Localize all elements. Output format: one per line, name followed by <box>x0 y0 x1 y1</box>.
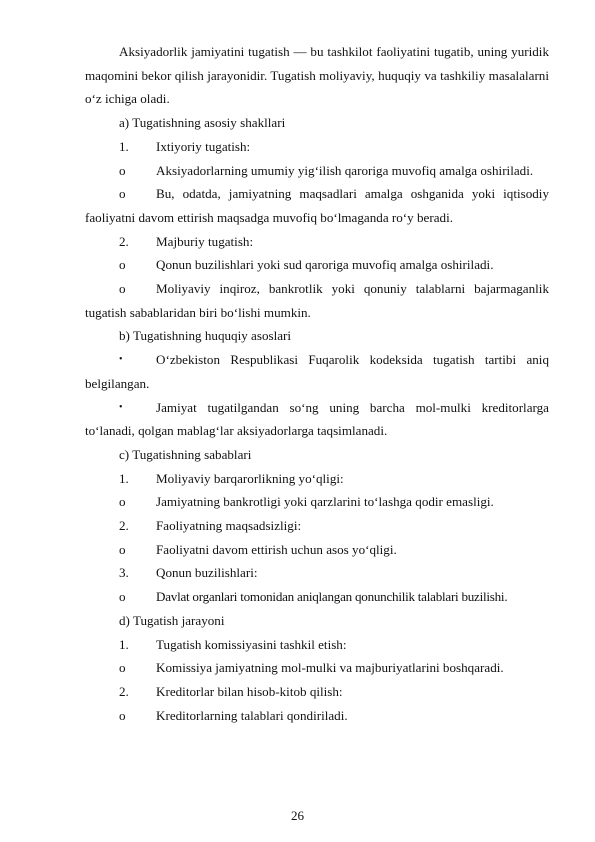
list-item-text: Bu, odatda, jamiyatning maqsadlari amalga oshganida yoki iqtisodiy faoliyatni davom ettirish maqsadga muvofiq bo‘lmaganda ro‘y beradi. <box>85 186 549 225</box>
dot-bullet: • <box>119 401 123 413</box>
list-item-text: Aksiyadorlarning umumiy yig‘ilish qaroriga muvofiq amalga oshiriladi. <box>156 162 534 178</box>
section-a-heading: a) Tugatishning asosiy shakllari <box>119 115 286 131</box>
list-item-text: Faoliyatning maqsadsizligi: <box>156 518 302 534</box>
intro-paragraph: Aksiyadorlik jamiyatini tugatish — bu tashkilot faoliyatini tugatib, uning yuridik maqomini bekor qilish jarayonidir. Tugatish moliyaviy, huquqiy va tashkiliy masalalarni o‘z ichiga oladi. <box>85 44 549 107</box>
list-item-text: Majburiy tugatish: <box>156 233 254 249</box>
dot-bullet: • <box>119 354 123 366</box>
circle-bullet: o <box>119 494 126 510</box>
list-item-text: Kreditorlar bilan hisob-kitob qilish: <box>156 683 343 699</box>
list-item <box>85 656 549 680</box>
list-item-text: Ixtiyoriy tugatish: <box>156 138 251 154</box>
list-item-text: Faoliyatni davom ettirish uchun asos yo‘qligi. <box>156 541 397 557</box>
circle-bullet: o <box>119 162 126 178</box>
list-item <box>85 253 549 277</box>
list-item <box>85 396 549 443</box>
list-item <box>85 348 549 395</box>
page-number: 26 <box>290 808 305 823</box>
list-item <box>85 538 549 562</box>
list-item <box>85 680 549 704</box>
section-c-heading: c) Tugatishning sabablari <box>119 446 252 462</box>
list-item-text: Qonun buzilishlari yoki sud qaroriga muvofiq amalga oshiriladi. <box>156 257 494 273</box>
list-item-text: Jamiyat tugatilgandan so‘ng uning barcha mol-mulki kreditorlarga to‘lanadi, qolgan mablag‘lar aksiyadorlarga taqsimlanadi. <box>85 399 549 439</box>
section-d-heading: d) Tugatish jarayoni <box>119 612 225 628</box>
circle-bullet: o <box>119 541 126 557</box>
circle-bullet: o <box>119 281 126 297</box>
list-item-text: Tugatish komissiyasini tashkil etish: <box>156 636 347 652</box>
list-number: 2. <box>119 233 129 249</box>
list-number: 3. <box>119 565 129 581</box>
circle-bullet: o <box>119 589 126 605</box>
list-item-text: Komissiya jamiyatning mol-mulki va majburiyatlarini boshqaradi. <box>156 660 504 676</box>
list-item-text: Moliyaviy barqarorlikning yo‘qligi: <box>156 470 344 486</box>
circle-bullet: o <box>119 186 126 202</box>
list-item <box>85 182 549 229</box>
list-item <box>85 704 549 728</box>
section-b-heading: b) Tugatishning huquqiy asoslari <box>119 328 292 344</box>
list-item-text: Moliyaviy inqiroz, bankrotlik yoki qonuniy talablarni bajarmaganlik tugatish sabablaridan biri bo‘lishi mumkin. <box>85 281 549 320</box>
circle-bullet: o <box>119 257 126 273</box>
list-item-text: Davlat organlari tomonidan aniqlangan qonunchilik talablari buzilishi. <box>156 589 508 605</box>
list-item <box>85 490 549 514</box>
list-item <box>85 585 549 609</box>
list-item-text: O‘zbekiston Respublikasi Fuqarolik kodeksida tugatish tartibi aniq belgilangan. <box>85 352 549 391</box>
list-item <box>85 135 549 159</box>
list-item <box>85 633 549 657</box>
list-item <box>85 230 549 254</box>
list-item <box>85 561 549 585</box>
list-number: 1. <box>119 636 129 652</box>
list-number: 2. <box>119 683 129 699</box>
list-number: 2. <box>119 518 129 534</box>
list-item <box>85 514 549 538</box>
circle-bullet: o <box>119 660 126 676</box>
list-number: 1. <box>119 470 129 486</box>
list-number: 1. <box>119 138 129 154</box>
list-item-text: Jamiyatning bankrotligi yoki qarzlarini to‘lashga qodir emasligi. <box>156 494 494 510</box>
circle-bullet: o <box>119 707 126 723</box>
list-item <box>85 467 549 491</box>
list-item-text: Qonun buzilishlari: <box>156 565 258 581</box>
list-item-text: Kreditorlarning talablari qondiriladi. <box>156 707 348 723</box>
list-item <box>85 277 549 324</box>
document-page <box>85 40 549 727</box>
list-item <box>85 159 549 183</box>
